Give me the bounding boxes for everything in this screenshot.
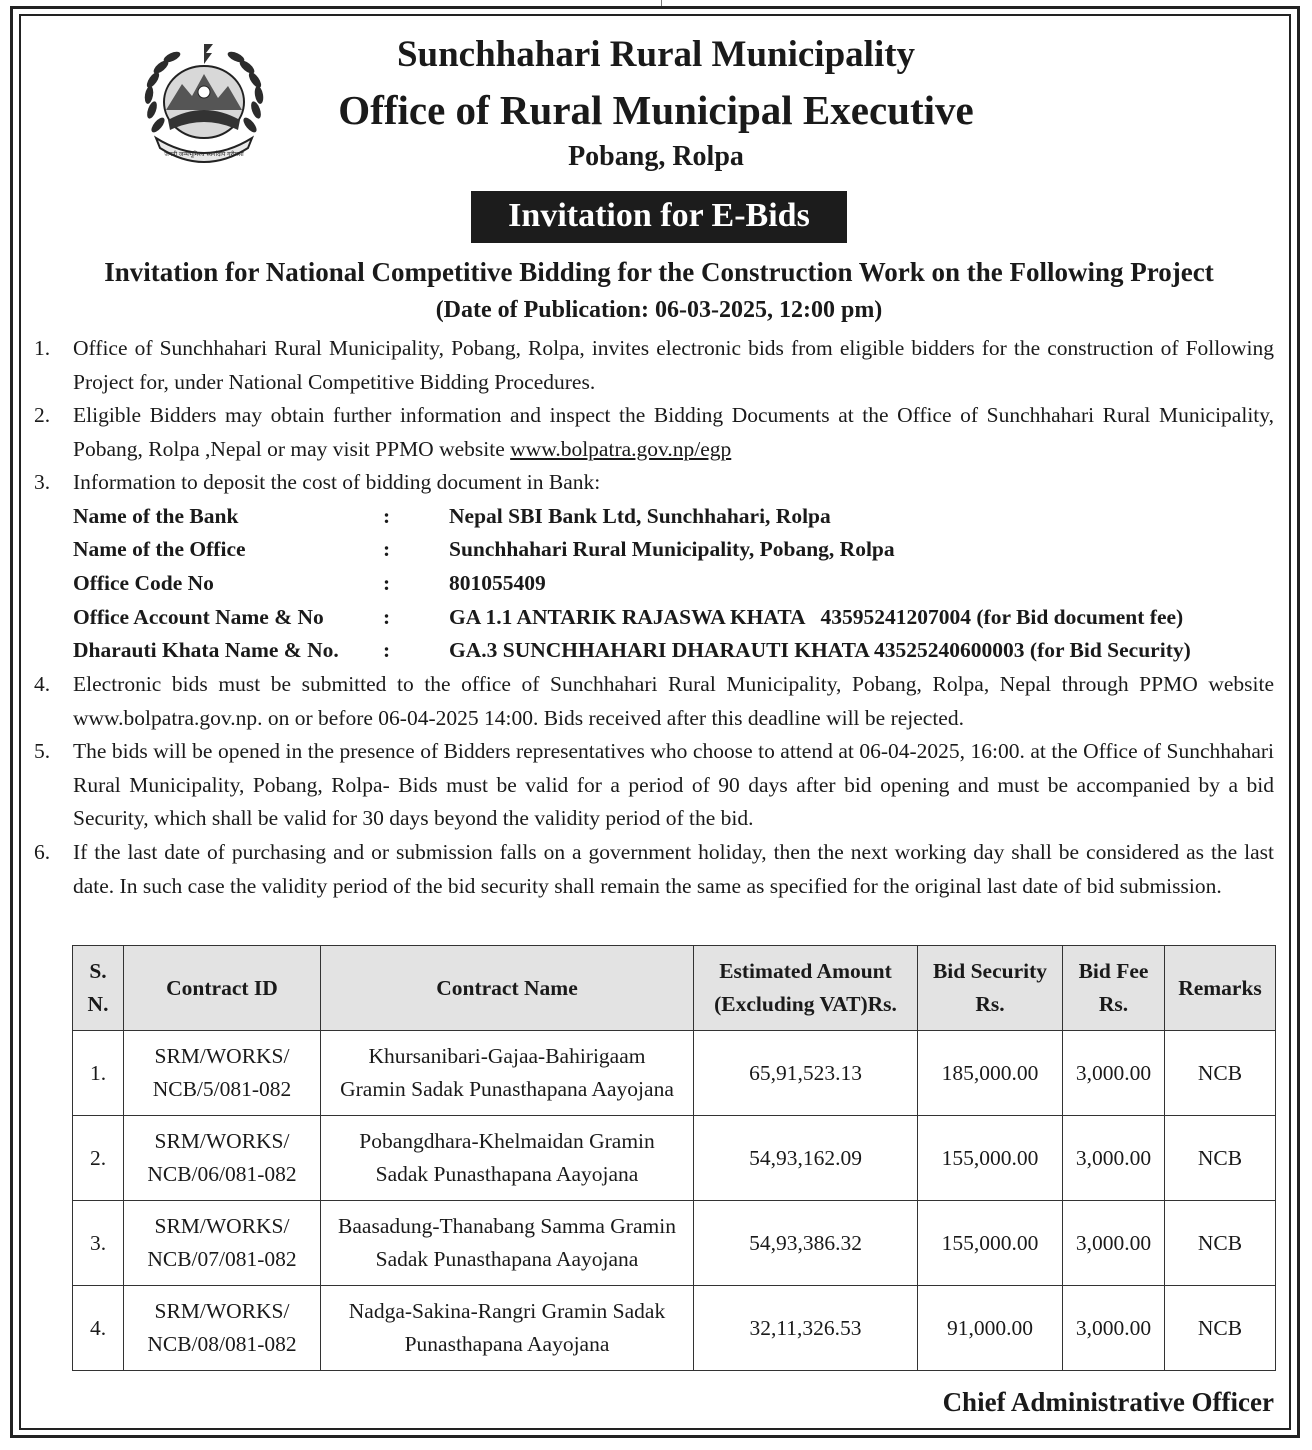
paragraph-text: Electronic bids must be submitted to the office of Sunchhahari Rural Municipality, Pobang, Rolpa, Nepal through PPMO website www.bolpatra.gov.np. on or before 06-04-2025 14:00. Bids received after this deadline will be rejected. — [73, 672, 1274, 730]
bank-info-row — [73, 601, 1283, 634]
cell-contract-id: SRM/WORKS/ NCB/5/081-082 — [124, 1031, 321, 1116]
cell-contract-id: SRM/WORKS/ NCB/06/081-082 — [124, 1116, 321, 1201]
column-header-bid-fee: Bid Fee Rs. — [1063, 946, 1165, 1031]
cell-sn: 2. — [73, 1116, 124, 1201]
column-header-bid-security: Bid Security Rs. — [918, 946, 1063, 1031]
cell-remarks: NCB — [1165, 1286, 1276, 1371]
paragraph-1 — [34, 332, 1274, 399]
bank-info-value: GA.3 SUNCHHAHARI DHARAUTI KHATA 43525240600003 (for Bid Security) — [449, 638, 1191, 662]
paragraph-2 — [34, 399, 1274, 466]
office-name: Office of Rural Municipal Executive — [338, 87, 974, 133]
paragraph-text: Office of Sunchhahari Rural Municipality, Pobang, Rolpa, invites electronic bids from eligible bidders for the construction of Following Project for, under National Competitive Bidding Procedures. — [73, 336, 1274, 394]
bank-info-label: Dharauti Khata Name & No. — [73, 638, 339, 662]
cell-remarks: NCB — [1165, 1031, 1276, 1116]
column-header-estimated-amount: Estimated Amount (Excluding VAT)Rs. — [694, 946, 918, 1031]
cell-sn: 4. — [73, 1286, 124, 1371]
bank-info-colon: : — [383, 504, 391, 528]
bank-info-value: Nepal SBI Bank Ltd, Sunchhahari, Rolpa — [449, 504, 831, 528]
bank-info-row — [73, 500, 1283, 533]
table-row — [73, 1116, 1276, 1201]
paragraph-3 — [34, 466, 1274, 500]
paragraph-number: 3. — [34, 470, 51, 494]
cell-estimated-amount: 32,11,326.53 — [694, 1286, 918, 1371]
banner-box — [471, 191, 847, 243]
paragraph-5 — [34, 735, 1274, 836]
signature-title: Chief Administrative Officer — [942, 1387, 1274, 1417]
cell-bid-security: 91,000.00 — [918, 1286, 1063, 1371]
table-row — [73, 1286, 1276, 1371]
column-header-remarks: Remarks — [1165, 946, 1276, 1031]
column-header-contract-name: Contract Name — [321, 946, 694, 1031]
table-header-row — [73, 946, 1276, 1031]
bank-info-colon: : — [383, 638, 391, 662]
cell-bid-security: 155,000.00 — [918, 1201, 1063, 1286]
paragraph-text: The bids will be opened in the presence of Bidders representatives who choose to attend at 06-04-2025, 16:00. at the Office of Sunchhahari Rural Municipality, Pobang, Rolpa- Bids must be valid for a period of 90 days after bid opening and must be accompanied by a bid Security, which shall be valid for 30 days beyond the validity period of the bid. — [73, 739, 1274, 831]
bank-info-label: Name of the Bank — [73, 504, 239, 528]
bank-info-label: Name of the Office — [73, 537, 246, 561]
cell-bid-fee: 3,000.00 — [1063, 1116, 1165, 1201]
paragraph-number: 6. — [34, 840, 51, 864]
paragraph-text-body: Eligible Bidders may obtain further information and inspect the Bidding Documents at the Office of Sunchhahari Rural Municipality, Pobang, Rolpa ,Nepal or may visit PPMO website — [73, 403, 1274, 461]
cell-bid-fee: 3,000.00 — [1063, 1201, 1165, 1286]
cell-sn: 1. — [73, 1031, 124, 1116]
cell-contract-id: SRM/WORKS/ NCB/07/081-082 — [124, 1201, 321, 1286]
paragraph-number: 2. — [34, 403, 51, 427]
cell-contract-name: Baasadung-Thanabang Samma Gramin Sadak Punasthapana Aayojana — [321, 1201, 694, 1286]
bank-info-row — [73, 567, 1283, 600]
column-header-contract-id: Contract ID — [124, 946, 321, 1031]
paragraph-number: 5. — [34, 739, 51, 763]
ppmo-website-link[interactable]: www.bolpatra.gov.np/egp — [510, 436, 732, 461]
cell-remarks: NCB — [1165, 1201, 1276, 1286]
column-header-sn: S. N. — [73, 946, 124, 1031]
cell-contract-id: SRM/WORKS/ NCB/08/081-082 — [124, 1286, 321, 1371]
cell-estimated-amount: 65,91,523.13 — [694, 1031, 918, 1116]
bank-info-colon: : — [383, 605, 391, 629]
bank-info-colon: : — [383, 537, 391, 561]
bank-info-label: Office Code No — [73, 571, 214, 595]
cell-bid-fee: 3,000.00 — [1063, 1286, 1165, 1371]
cell-contract-name: Khursanibari-Gajaa-Bahirigaam Gramin Sadak Punasthapana Aayojana — [321, 1031, 694, 1116]
bank-info-colon: : — [383, 571, 391, 595]
paragraph-text: If the last date of purchasing and or submission falls on a government holiday, then the next working day shall be considered as the last date. In such case the validity period of the bid security shall remain the same as specified for the original last date of bid submission. — [73, 840, 1274, 898]
bank-info-row — [73, 634, 1283, 667]
cell-contract-name: Nadga-Sakina-Rangri Gramin Sadak Punasthapana Aayojana — [321, 1286, 694, 1371]
table-row — [73, 1031, 1276, 1116]
cell-remarks: NCB — [1165, 1116, 1276, 1201]
cell-bid-security: 185,000.00 — [918, 1031, 1063, 1116]
bank-info-value: GA 1.1 ANTARIK RAJASWA KHATA 43595241207004 (for Bid document fee) — [449, 605, 1184, 629]
notice-subtitle: Invitation for National Competitive Bidding for the Construction Work on the Following Project — [104, 257, 1214, 287]
bank-info-label: Office Account Name & No — [73, 605, 324, 629]
publication-date: (Date of Publication: 06-03-2025, 12:00 pm) — [435, 297, 883, 323]
bank-info-value: Sunchhahari Rural Municipality, Pobang, Rolpa — [449, 537, 895, 561]
paragraph-text — [73, 399, 1274, 466]
bids-table — [72, 945, 1276, 1371]
cell-sn: 3. — [73, 1201, 124, 1286]
cell-bid-fee: 3,000.00 — [1063, 1031, 1165, 1116]
emblem-motto: जननी जन्मभूमिश्च स्वर्गादपि गरीयसी — [164, 151, 244, 158]
paragraph-6 — [34, 836, 1274, 903]
table-row — [73, 1201, 1276, 1286]
office-location: Pobang, Rolpa — [568, 141, 744, 172]
cell-bid-security: 155,000.00 — [918, 1116, 1063, 1201]
paragraph-text: Information to deposit the cost of bidding document in Bank: — [73, 470, 601, 494]
paragraph-4 — [34, 668, 1274, 735]
bank-info-value: 801055409 — [449, 571, 546, 595]
banner-title: Invitation for E-Bids — [508, 197, 810, 234]
paragraph-number: 1. — [34, 336, 51, 360]
bank-info-row — [73, 533, 1283, 566]
cell-contract-name: Pobangdhara-Khelmaidan Gramin Sadak Punasthapana Aayojana — [321, 1116, 694, 1201]
municipality-name: Sunchhahari Rural Municipality — [396, 34, 916, 75]
cell-estimated-amount: 54,93,386.32 — [694, 1201, 918, 1286]
paragraph-number: 4. — [34, 672, 51, 696]
cell-estimated-amount: 54,93,162.09 — [694, 1116, 918, 1201]
